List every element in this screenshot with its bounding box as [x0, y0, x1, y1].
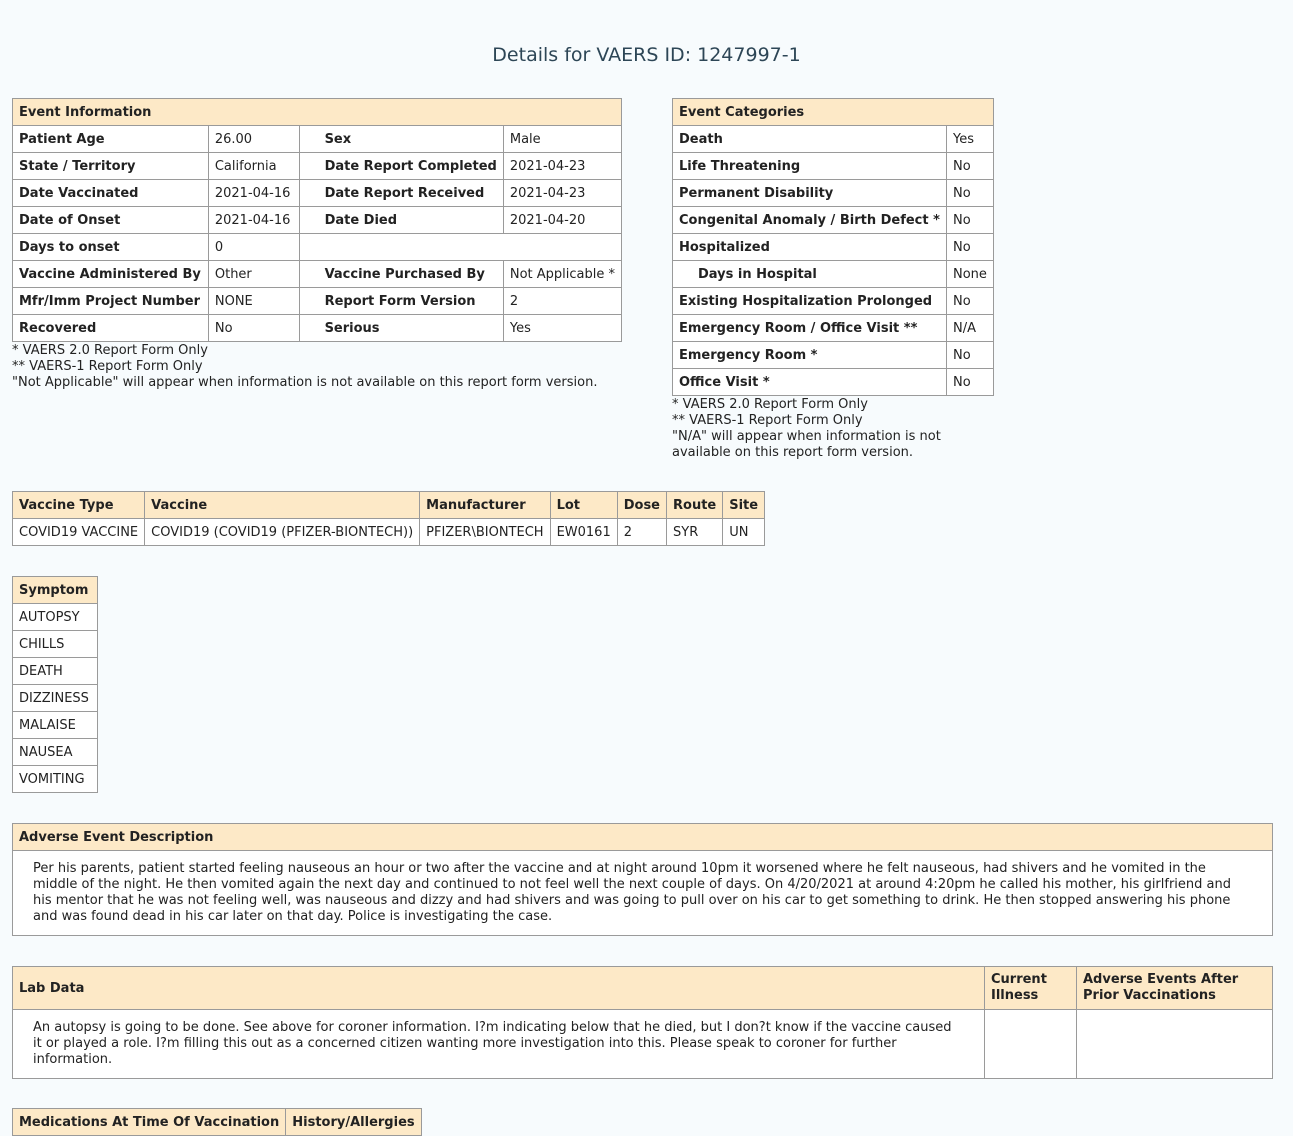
current-illness-value	[985, 1010, 1077, 1079]
category-label: Life Threatening	[673, 153, 947, 180]
symptom-item: VOMITING	[13, 766, 98, 793]
adverse-event-table	[12, 823, 1273, 936]
category-value: No	[947, 207, 994, 234]
info-value: 0	[208, 234, 299, 261]
note-line: ** VAERS-1 Report Form Only	[672, 413, 863, 428]
category-value: No	[947, 288, 994, 315]
vaccine-col-header: Site	[723, 492, 765, 519]
info-value: 2	[503, 288, 621, 315]
symptom-item: CHILLS	[13, 631, 98, 658]
lab-data-text: An autopsy is going to be done. See above for coroner information. I?m indicating below that he died, but I don?t know if the vaccine caused it or played a role. I?m filling this out as a concerned citizen wanting more investigation into this. Please speak to coroner for further information.	[13, 1010, 985, 1079]
note-line: "Not Applicable" will appear when information is not available on this report form version.	[12, 375, 598, 390]
vaccine-col-header: Vaccine	[145, 492, 420, 519]
category-value: N/A	[947, 315, 994, 342]
prior-vaccinations-value	[1077, 1010, 1273, 1079]
info-value: No	[208, 315, 299, 342]
category-value: No	[947, 369, 994, 396]
vaccine-table	[12, 491, 765, 546]
category-label: Existing Hospitalization Prolonged	[673, 288, 947, 315]
current-illness-header: Current Illness	[985, 967, 1077, 1010]
event-information-table	[12, 98, 622, 342]
symptom-item: AUTOPSY	[13, 604, 98, 631]
vaccine-cell: PFIZER\BIONTECH	[420, 519, 550, 546]
category-label: Congenital Anomaly / Birth Defect *	[673, 207, 947, 234]
symptom-item: NAUSEA	[13, 739, 98, 766]
info-value: Yes	[503, 315, 621, 342]
info-value: 2021-04-16	[208, 207, 299, 234]
prior-vaccinations-header: Adverse Events After Prior Vaccinations	[1077, 967, 1273, 1010]
event-categories-table	[672, 98, 994, 396]
info-label: Date Report Completed	[299, 153, 503, 180]
info-label: Serious	[299, 315, 503, 342]
adverse-event-header: Adverse Event Description	[13, 824, 1273, 851]
vaccine-col-header: Route	[667, 492, 723, 519]
info-label: Date Died	[299, 207, 503, 234]
vaccine-cell: COVID19 (COVID19 (PFIZER-BIONTECH))	[145, 519, 420, 546]
info-value: Other	[208, 261, 299, 288]
symptom-item: MALAISE	[13, 712, 98, 739]
category-label: Permanent Disability	[673, 180, 947, 207]
history-allergies-header: History/Allergies	[286, 1109, 421, 1136]
info-label: Days to onset	[13, 234, 209, 261]
info-value: 2021-04-16	[208, 180, 299, 207]
info-label: Date of Onset	[13, 207, 209, 234]
note-line: available on this report form version.	[672, 445, 914, 460]
page-title: Details for VAERS ID: 1247997-1	[492, 44, 801, 66]
vaccine-cell: COVID19 VACCINE	[13, 519, 145, 546]
vaccine-cell: EW0161	[550, 519, 617, 546]
category-label: Death	[673, 126, 947, 153]
note-line: * VAERS 2.0 Report Form Only	[672, 397, 868, 412]
vaccine-cell: 2	[617, 519, 666, 546]
category-label: Emergency Room *	[673, 342, 947, 369]
symptom-item: DIZZINESS	[13, 685, 98, 712]
info-value: 2021-04-20	[503, 207, 621, 234]
category-value: No	[947, 180, 994, 207]
event-information-notes	[12, 343, 597, 391]
event-categories-header: Event Categories	[673, 99, 994, 126]
info-value: Not Applicable *	[503, 261, 621, 288]
category-value: None	[947, 261, 994, 288]
vaccine-col-header: Lot	[550, 492, 617, 519]
event-categories-notes	[672, 397, 941, 461]
vaccine-col-header: Manufacturer	[420, 492, 550, 519]
vaccine-cell: UN	[723, 519, 765, 546]
category-value: No	[947, 153, 994, 180]
medications-table	[12, 1108, 422, 1136]
note-line: "N/A" will appear when information is not	[672, 429, 941, 444]
symptom-table	[12, 576, 98, 793]
category-value: Yes	[947, 126, 994, 153]
symptom-header: Symptom	[13, 577, 98, 604]
category-label: Office Visit *	[673, 369, 947, 396]
symptom-item: DEATH	[13, 658, 98, 685]
event-information-header: Event Information	[13, 99, 622, 126]
category-label: Hospitalized	[673, 234, 947, 261]
info-label: Mfr/Imm Project Number	[13, 288, 209, 315]
info-label: Vaccine Administered By	[13, 261, 209, 288]
adverse-event-description: Per his parents, patient started feeling nauseous an hour or two after the vaccine and at night around 10pm it worsened where he felt nauseous, had shivers and he vomited in the middle of the night. He then vomited again the next day and continued to not feel well the next couple of days. On 4/20/2021 at around 4:20pm he called his mother, his girlfriend and his mentor that he was not feeling well, was nauseous and dizzy and had shivers and was going to pull over on his car to get something to drink. He then stopped answering his phone and was found dead in his car later on that day. Police is investigating the case.	[13, 851, 1273, 936]
info-label: Sex	[299, 126, 503, 153]
lab-data-header: Lab Data	[13, 967, 985, 1010]
info-label: Date Report Received	[299, 180, 503, 207]
medications-header: Medications At Time Of Vaccination	[13, 1109, 286, 1136]
vaccine-cell: SYR	[667, 519, 723, 546]
note-line: * VAERS 2.0 Report Form Only	[12, 343, 208, 358]
category-label: Days in Hospital	[673, 261, 947, 288]
category-value: No	[947, 342, 994, 369]
info-label: Patient Age	[13, 126, 209, 153]
info-value: California	[208, 153, 299, 180]
info-label: Vaccine Purchased By	[299, 261, 503, 288]
vaccine-col-header: Dose	[617, 492, 666, 519]
lab-data-table	[12, 966, 1273, 1079]
note-line: ** VAERS-1 Report Form Only	[12, 359, 203, 374]
category-label: Emergency Room / Office Visit **	[673, 315, 947, 342]
info-label: Recovered	[13, 315, 209, 342]
table-row	[13, 519, 765, 546]
info-value: 2021-04-23	[503, 153, 621, 180]
info-value: NONE	[208, 288, 299, 315]
info-value: 2021-04-23	[503, 180, 621, 207]
info-label: Report Form Version	[299, 288, 503, 315]
info-label: State / Territory	[13, 153, 209, 180]
category-value: No	[947, 234, 994, 261]
vaccine-col-header: Vaccine Type	[13, 492, 145, 519]
empty-cell	[299, 234, 621, 261]
info-value: 26.00	[208, 126, 299, 153]
info-value: Male	[503, 126, 621, 153]
info-label: Date Vaccinated	[13, 180, 209, 207]
